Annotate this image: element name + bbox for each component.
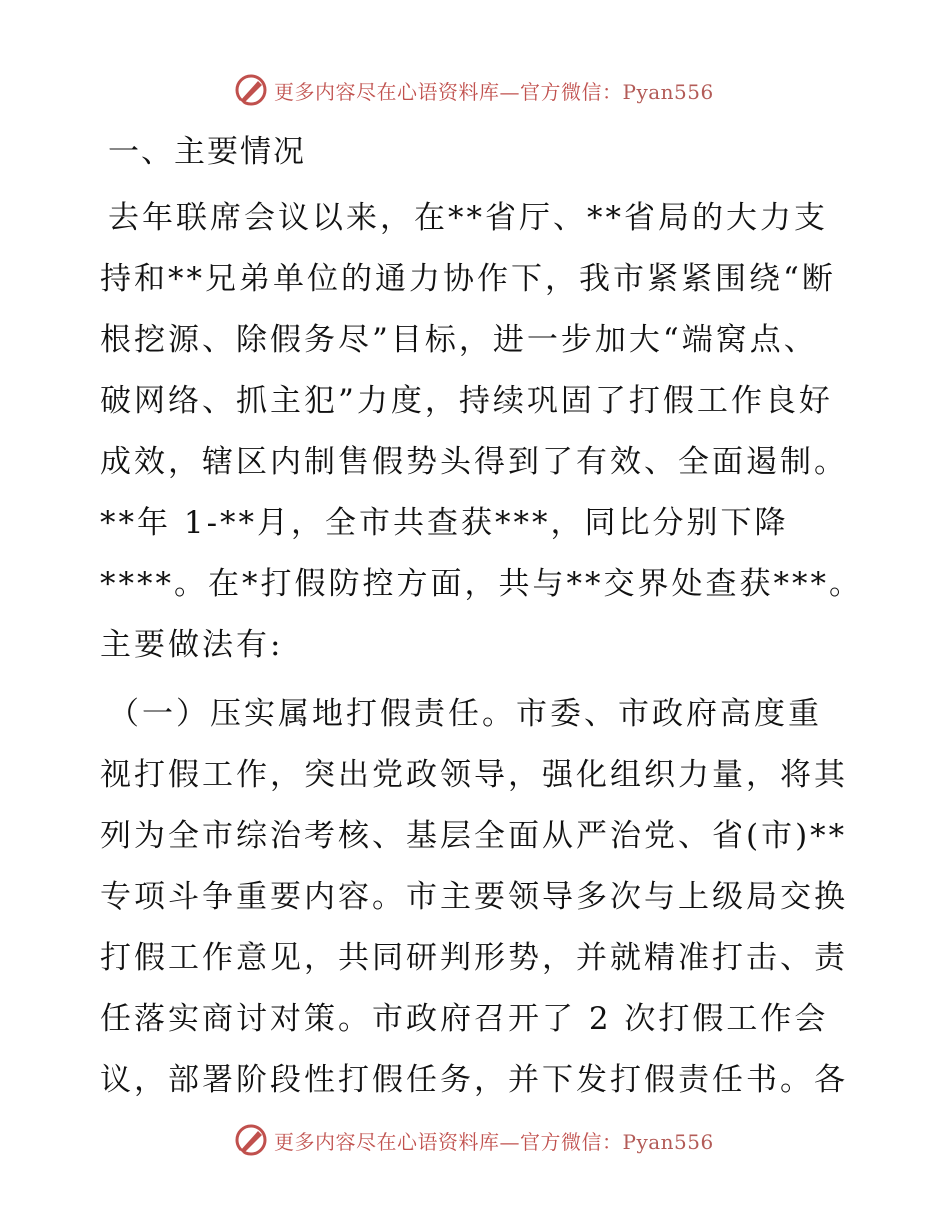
text-line: 持和**兄弟单位的通力协作下，我市紧紧围绕“断 [100, 261, 836, 297]
text-line: （一）压实属地打假责任。市委、市政府高度重 [108, 696, 822, 732]
text-line: 打假工作意见，共同研判形势，并就精准打击、责 [100, 940, 848, 976]
text-line: 破网络、抓主犯”力度，持续巩固了打假工作良好 [100, 383, 833, 419]
pen-logo-icon [234, 73, 268, 107]
text-line: ****。在*打假防控方面，共与**交界处查获***。 [100, 566, 863, 602]
text-line: 议，部署阶段性打假任务，并下发打假责任书。各 [100, 1062, 848, 1098]
text-line: 视打假工作，突出党政领导，强化组织力量，将其 [100, 757, 848, 793]
document-body [100, 120, 863, 1111]
footer-banner [234, 1120, 714, 1160]
banner-wechat-id: Pyan556 [622, 79, 714, 104]
paragraph-2 [100, 684, 860, 1111]
text-line: **年 1-**月，全市共查获***，同比分别下降 [100, 505, 789, 541]
text-line: 根挖源、除假务尽”目标，进一步加大“端窝点、 [100, 322, 818, 358]
banner-wechat-id: Pyan556 [622, 1129, 714, 1154]
text-line: 专项斗争重要内容。市主要领导多次与上级局交换 [100, 879, 848, 915]
text-line: 任落实商讨对策。市政府召开了 2 次打假工作会 [100, 1001, 829, 1037]
paragraph-1 [100, 188, 863, 676]
header-banner [234, 70, 714, 110]
banner-text: 更多内容尽在心语资料库—官方微信：Pyan556 [274, 79, 714, 104]
text-line: 成效，辖区内制售假势头得到了有效、全面遏制。 [100, 444, 848, 480]
text-line: 主要做法有: [100, 627, 284, 663]
section-heading: 一、主要情况 [108, 134, 306, 170]
text-line: 去年联席会议以来，在**省厅、**省局的大力支 [108, 200, 828, 236]
text-line: 列为全市综治考核、基层全面从严治党、省(市)** [100, 818, 848, 854]
banner-text: 更多内容尽在心语资料库—官方微信：Pyan556 [274, 1129, 714, 1154]
pen-logo-icon [234, 1123, 268, 1157]
